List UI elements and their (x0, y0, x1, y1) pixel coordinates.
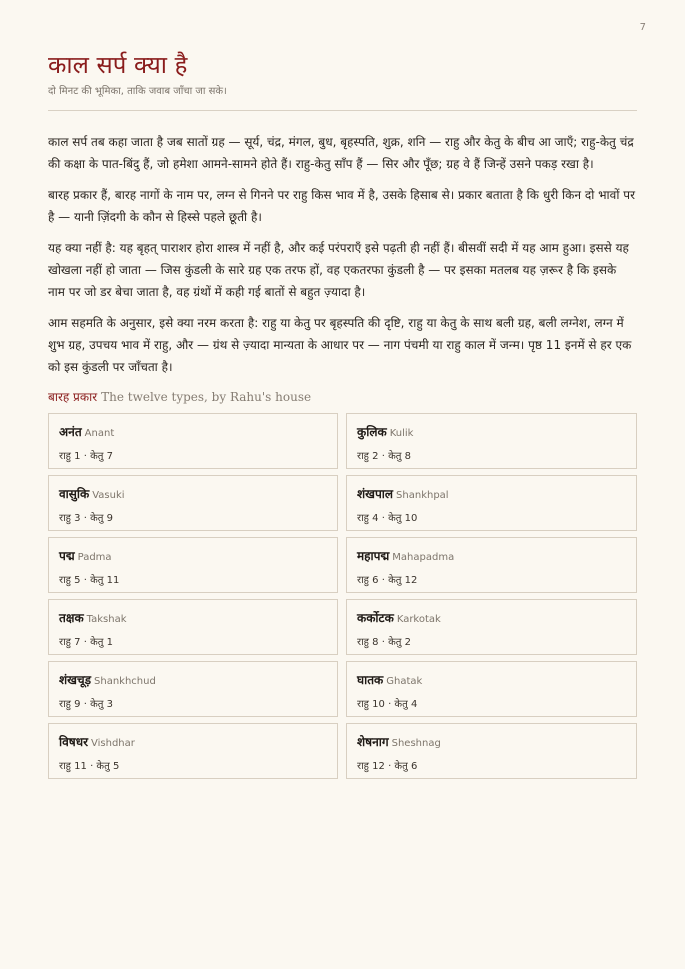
type-houses: राहु 9 · केतु 3 (59, 699, 113, 710)
type-card (346, 413, 637, 469)
type-name (59, 670, 327, 691)
type-houses: राहु 10 · केतु 4 (357, 699, 418, 710)
type-name-english: Vasuki (92, 490, 125, 501)
type-card (48, 723, 338, 779)
page-number: 7 (639, 22, 646, 33)
page-title: काल सर्प क्या है (48, 51, 188, 79)
type-name (357, 422, 626, 443)
type-name-english: Vishdhar (91, 738, 135, 749)
intro-paragraph: काल सर्प तब कहा जाता है जब सातों ग्रह — सूर्य, चंद्र, मंगल, बुध, बृहस्पति, शुक्र, शनि — राहु और केतु के बीच आ जाएँ; राहु-केतु चंद्र की कक्षा के पात-बिंदु हैं, जो हमेशा आमने-सामने होते हैं। राहु-केतु साँप हैं — सिर और पूँछ; ग्रह वे हैं जिन्हें उसने पकड़ रखा है। (48, 135, 634, 171)
mitigation-paragraph: आम सहमति के अनुसार, इसे क्या नरम करता है: राहु या केतु पर बृहस्पति की दृष्टि, राहु या केतु के साथ बली ग्रह, बली लग्नेश, लग्न में शुभ ग्रह, उपचय भाव में राहु, और — ग्रंथ से ज़्यादा मान्यता के आधार पर — नाग पंचमी या राहु काल में जन्म। पृष्ठ 11 इनमें से हर एक को इस कुंडली पर जाँचता है। (48, 316, 632, 374)
type-name-english: Takshak (86, 614, 127, 625)
type-card (48, 537, 338, 593)
types-paragraph: बारह प्रकार हैं, बारह नागों के नाम पर, लग्न से गिनने पर राहु किस भाव में है, उसके हिसाब से। प्रकार बताता है कि धुरी किन दो भावों पर है — यानी ज़िंदगी के कौन से हिस्से पहले छूती है। (48, 188, 635, 224)
type-houses: राहु 3 · केतु 9 (59, 513, 113, 524)
type-card (48, 413, 338, 469)
type-name-hindi: शंखपाल (357, 487, 394, 501)
type-name (357, 484, 626, 505)
type-name-hindi: शंखचूड़ (59, 673, 92, 687)
caveat-paragraph: यह क्या नहीं है: यह बृहत् पाराशर होरा शास्त्र में नहीं है, और कई परंपराएँ इसे पढ़ती ही नहीं हैं। बीसवीं सदी में यह आम हुआ। इससे यह खोखला नहीं हो जाता — जिस कुंडली के सारे ग्रह एक तरफ हों, वह एकतरफा कुंडली है — पर इसका मतलब यह ज़रूर है कि इसके नाम पर जो डर बेचा जाता है, वह ग्रंथों में कही गई बातों से बहुत ज़्यादा है। (48, 241, 629, 299)
type-name (59, 546, 327, 567)
type-name (59, 422, 327, 443)
type-name-hindi: अनंत (59, 425, 82, 439)
type-name-hindi: तक्षक (59, 611, 84, 625)
type-houses: राहु 11 · केतु 5 (59, 761, 120, 772)
type-name-hindi: वासुकि (59, 487, 90, 501)
divider (48, 110, 637, 111)
type-name-hindi: शेषनाग (357, 735, 389, 749)
type-name (59, 732, 327, 753)
type-name (59, 484, 327, 505)
types-heading-hindi: बारह प्रकार (48, 390, 98, 404)
type-name-hindi: कुलिक (357, 425, 387, 439)
type-name-english: Karkotak (396, 614, 441, 625)
type-name-english: Padma (77, 552, 112, 563)
type-card (346, 723, 637, 779)
type-houses: राहु 5 · केतु 11 (59, 575, 120, 586)
type-card (48, 475, 338, 531)
type-name-hindi: विषधर (59, 735, 89, 749)
type-card (346, 537, 637, 593)
type-name-hindi: पद्म (59, 549, 75, 563)
type-name-english: Ghatak (386, 676, 423, 687)
type-card (346, 661, 637, 717)
type-houses: राहु 12 · केतु 6 (357, 761, 418, 772)
types-grid (48, 413, 637, 779)
types-heading-english: The twelve types, by Rahu's house (101, 390, 312, 404)
type-name (59, 608, 327, 629)
type-houses: राहु 6 · केतु 12 (357, 575, 418, 586)
types-section-heading (48, 387, 637, 406)
type-card (346, 475, 637, 531)
type-name (357, 732, 626, 753)
type-name-hindi: महापद्म (357, 549, 390, 563)
type-card (48, 599, 338, 655)
type-name-english: Kulik (389, 428, 414, 439)
type-houses: राहु 1 · केतु 7 (59, 451, 113, 462)
page-content (48, 48, 637, 779)
type-name (357, 546, 626, 567)
type-name (357, 670, 626, 691)
type-card (48, 661, 338, 717)
type-houses: राहु 7 · केतु 1 (59, 637, 113, 648)
type-name (357, 608, 626, 629)
type-name-english: Anant (84, 428, 115, 439)
type-houses: राहु 2 · केतु 8 (357, 451, 411, 462)
type-name-hindi: घातक (357, 673, 384, 687)
type-houses: राहु 8 · केतु 2 (357, 637, 411, 648)
type-name-english: Sheshnag (391, 738, 441, 749)
type-houses: राहु 4 · केतु 10 (357, 513, 418, 524)
type-name-english: Shankhchud (94, 676, 156, 687)
type-card (346, 599, 637, 655)
type-name-hindi: कर्कोटक (357, 611, 394, 625)
type-name-english: Shankhpal (396, 490, 449, 501)
page-subtitle: दो मिनट की भूमिका, ताकि जवाब जाँचा जा सके। (48, 86, 227, 97)
type-name-english: Mahapadma (392, 552, 455, 563)
